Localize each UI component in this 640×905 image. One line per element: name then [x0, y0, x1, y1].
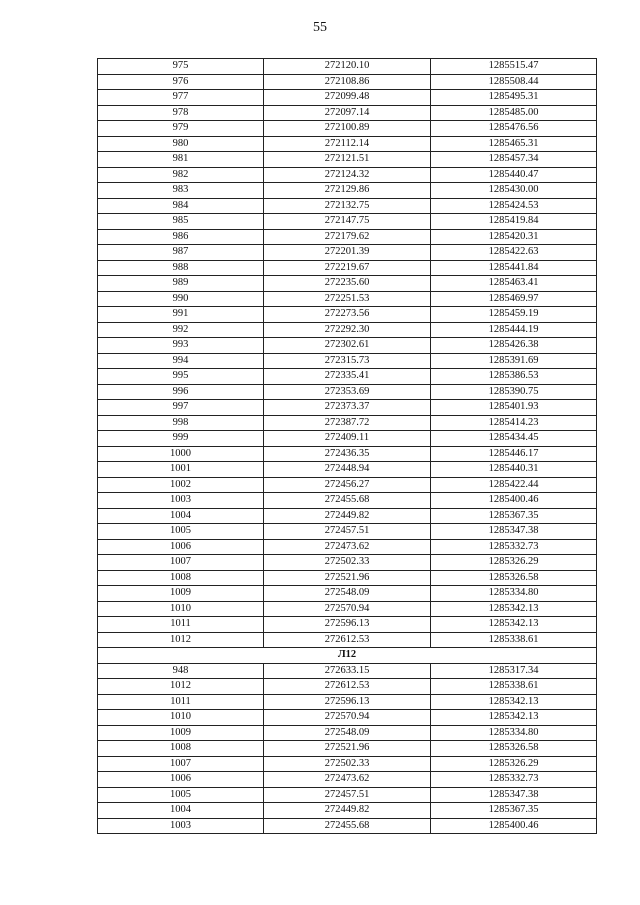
- y-coordinate-cell: 1285347.38: [431, 524, 597, 540]
- point-number-cell: 984: [98, 198, 264, 214]
- x-coordinate-cell: 272387.72: [264, 415, 431, 431]
- table-row: [98, 105, 597, 121]
- point-number-cell: 948: [98, 663, 264, 679]
- point-number-cell: 991: [98, 307, 264, 323]
- y-coordinate-cell: 1285465.31: [431, 136, 597, 152]
- section-header-row-group: [98, 648, 597, 664]
- table-row: [98, 508, 597, 524]
- point-number-cell: 1012: [98, 632, 264, 648]
- y-coordinate-cell: 1285338.61: [431, 679, 597, 695]
- x-coordinate-cell: 272502.33: [264, 555, 431, 571]
- y-coordinate-cell: 1285400.46: [431, 818, 597, 834]
- x-coordinate-cell: 272112.14: [264, 136, 431, 152]
- y-coordinate-cell: 1285426.38: [431, 338, 597, 354]
- table-row: [98, 679, 597, 695]
- table-row: [98, 353, 597, 369]
- point-number-cell: 999: [98, 431, 264, 447]
- point-number-cell: 1006: [98, 539, 264, 555]
- point-number-cell: 979: [98, 121, 264, 137]
- point-number-cell: 983: [98, 183, 264, 199]
- point-number-cell: 992: [98, 322, 264, 338]
- point-number-cell: 1011: [98, 617, 264, 633]
- x-coordinate-cell: 272473.62: [264, 772, 431, 788]
- table-row: [98, 787, 597, 803]
- y-coordinate-cell: 1285367.35: [431, 803, 597, 819]
- table-row: [98, 710, 597, 726]
- x-coordinate-cell: 272353.69: [264, 384, 431, 400]
- point-number-cell: 1003: [98, 493, 264, 509]
- point-number-cell: 989: [98, 276, 264, 292]
- y-coordinate-cell: 1285391.69: [431, 353, 597, 369]
- point-number-cell: 988: [98, 260, 264, 276]
- point-number-cell: 977: [98, 90, 264, 106]
- y-coordinate-cell: 1285390.75: [431, 384, 597, 400]
- x-coordinate-cell: 272108.86: [264, 74, 431, 90]
- x-coordinate-cell: 272456.27: [264, 477, 431, 493]
- table-row: [98, 384, 597, 400]
- table-row: [98, 772, 597, 788]
- section-label: Л12: [98, 648, 597, 664]
- table-row: [98, 183, 597, 199]
- table-row: [98, 431, 597, 447]
- point-number-cell: 997: [98, 400, 264, 416]
- x-coordinate-cell: 272612.53: [264, 679, 431, 695]
- table-row: [98, 818, 597, 834]
- y-coordinate-cell: 1285401.93: [431, 400, 597, 416]
- point-number-cell: 994: [98, 353, 264, 369]
- x-coordinate-cell: 272473.62: [264, 539, 431, 555]
- table-row: [98, 601, 597, 617]
- y-coordinate-cell: 1285444.19: [431, 322, 597, 338]
- x-coordinate-cell: 272147.75: [264, 214, 431, 230]
- x-coordinate-cell: 272596.13: [264, 617, 431, 633]
- point-number-cell: 1010: [98, 710, 264, 726]
- x-coordinate-cell: 272548.09: [264, 586, 431, 602]
- y-coordinate-cell: 1285441.84: [431, 260, 597, 276]
- point-number-cell: 1008: [98, 741, 264, 757]
- table-row: [98, 307, 597, 323]
- table-row: [98, 369, 597, 385]
- y-coordinate-cell: 1285515.47: [431, 59, 597, 75]
- table-row: [98, 152, 597, 168]
- x-coordinate-cell: 272201.39: [264, 245, 431, 261]
- table-row: [98, 198, 597, 214]
- table-row: [98, 90, 597, 106]
- y-coordinate-cell: 1285434.45: [431, 431, 597, 447]
- x-coordinate-cell: 272502.33: [264, 756, 431, 772]
- table-row: [98, 803, 597, 819]
- point-number-cell: 998: [98, 415, 264, 431]
- y-coordinate-cell: 1285386.53: [431, 369, 597, 385]
- point-number-cell: 975: [98, 59, 264, 75]
- x-coordinate-cell: 272570.94: [264, 710, 431, 726]
- x-coordinate-cell: 272455.68: [264, 493, 431, 509]
- point-number-cell: 1009: [98, 725, 264, 741]
- page-number: 55: [313, 20, 327, 35]
- point-number-cell: 1004: [98, 508, 264, 524]
- y-coordinate-cell: 1285495.31: [431, 90, 597, 106]
- table-row: [98, 617, 597, 633]
- x-coordinate-cell: 272100.89: [264, 121, 431, 137]
- x-coordinate-cell: 272612.53: [264, 632, 431, 648]
- point-number-cell: 980: [98, 136, 264, 152]
- point-number-cell: 1005: [98, 524, 264, 540]
- coordinates-table-part2: [98, 663, 597, 834]
- x-coordinate-cell: 272409.11: [264, 431, 431, 447]
- y-coordinate-cell: 1285347.38: [431, 787, 597, 803]
- table-row: [98, 276, 597, 292]
- point-number-cell: 1007: [98, 555, 264, 571]
- table-row: [98, 741, 597, 757]
- point-number-cell: 982: [98, 167, 264, 183]
- y-coordinate-cell: 1285430.00: [431, 183, 597, 199]
- point-number-cell: 993: [98, 338, 264, 354]
- point-number-cell: 1007: [98, 756, 264, 772]
- table-row: [98, 539, 597, 555]
- x-coordinate-cell: 272373.37: [264, 400, 431, 416]
- point-number-cell: 1010: [98, 601, 264, 617]
- y-coordinate-cell: 1285334.80: [431, 586, 597, 602]
- x-coordinate-cell: 272570.94: [264, 601, 431, 617]
- point-number-cell: 1005: [98, 787, 264, 803]
- point-number-cell: 986: [98, 229, 264, 245]
- table-row: [98, 570, 597, 586]
- table-row: [98, 214, 597, 230]
- point-number-cell: 1012: [98, 679, 264, 695]
- point-number-cell: 1011: [98, 694, 264, 710]
- table-row: [98, 586, 597, 602]
- table-row: [98, 632, 597, 648]
- table-row: [98, 291, 597, 307]
- x-coordinate-cell: 272633.15: [264, 663, 431, 679]
- coordinates-table: [97, 58, 597, 834]
- point-number-cell: 1004: [98, 803, 264, 819]
- y-coordinate-cell: 1285326.58: [431, 570, 597, 586]
- table-row: [98, 555, 597, 571]
- y-coordinate-cell: 1285422.63: [431, 245, 597, 261]
- coordinates-table-part1: [98, 59, 597, 648]
- point-number-cell: 1008: [98, 570, 264, 586]
- y-coordinate-cell: 1285508.44: [431, 74, 597, 90]
- point-number-cell: 981: [98, 152, 264, 168]
- x-coordinate-cell: 272099.48: [264, 90, 431, 106]
- table-row: [98, 322, 597, 338]
- point-number-cell: 976: [98, 74, 264, 90]
- x-coordinate-cell: 272124.32: [264, 167, 431, 183]
- point-number-cell: 1000: [98, 446, 264, 462]
- table-row: [98, 260, 597, 276]
- y-coordinate-cell: 1285342.13: [431, 601, 597, 617]
- table-row: [98, 74, 597, 90]
- x-coordinate-cell: 272097.14: [264, 105, 431, 121]
- y-coordinate-cell: 1285326.58: [431, 741, 597, 757]
- point-number-cell: 978: [98, 105, 264, 121]
- y-coordinate-cell: 1285326.29: [431, 555, 597, 571]
- y-coordinate-cell: 1285469.97: [431, 291, 597, 307]
- y-coordinate-cell: 1285338.61: [431, 632, 597, 648]
- x-coordinate-cell: 272335.41: [264, 369, 431, 385]
- table-row: [98, 59, 597, 75]
- x-coordinate-cell: 272548.09: [264, 725, 431, 741]
- table-row: [98, 121, 597, 137]
- table-row: [98, 245, 597, 261]
- table-row: [98, 493, 597, 509]
- table-row: [98, 229, 597, 245]
- x-coordinate-cell: 272455.68: [264, 818, 431, 834]
- point-number-cell: 985: [98, 214, 264, 230]
- point-number-cell: 995: [98, 369, 264, 385]
- point-number-cell: 990: [98, 291, 264, 307]
- x-coordinate-cell: 272219.67: [264, 260, 431, 276]
- point-number-cell: 1001: [98, 462, 264, 478]
- x-coordinate-cell: 272120.10: [264, 59, 431, 75]
- y-coordinate-cell: 1285326.29: [431, 756, 597, 772]
- y-coordinate-cell: 1285457.34: [431, 152, 597, 168]
- table-row: [98, 663, 597, 679]
- table-row: [98, 477, 597, 493]
- y-coordinate-cell: 1285400.46: [431, 493, 597, 509]
- section-header-row: [98, 648, 597, 664]
- table-row: [98, 524, 597, 540]
- point-number-cell: 1003: [98, 818, 264, 834]
- x-coordinate-cell: 272449.82: [264, 803, 431, 819]
- y-coordinate-cell: 1285334.80: [431, 725, 597, 741]
- y-coordinate-cell: 1285332.73: [431, 772, 597, 788]
- x-coordinate-cell: 272273.56: [264, 307, 431, 323]
- y-coordinate-cell: 1285446.17: [431, 446, 597, 462]
- y-coordinate-cell: 1285367.35: [431, 508, 597, 524]
- x-coordinate-cell: 272251.53: [264, 291, 431, 307]
- point-number-cell: 1006: [98, 772, 264, 788]
- x-coordinate-cell: 272302.61: [264, 338, 431, 354]
- y-coordinate-cell: 1285440.47: [431, 167, 597, 183]
- x-coordinate-cell: 272179.62: [264, 229, 431, 245]
- x-coordinate-cell: 272521.96: [264, 570, 431, 586]
- table-row: [98, 725, 597, 741]
- table-row: [98, 446, 597, 462]
- y-coordinate-cell: 1285476.56: [431, 121, 597, 137]
- y-coordinate-cell: 1285342.13: [431, 694, 597, 710]
- y-coordinate-cell: 1285419.84: [431, 214, 597, 230]
- y-coordinate-cell: 1285440.31: [431, 462, 597, 478]
- y-coordinate-cell: 1285414.23: [431, 415, 597, 431]
- y-coordinate-cell: 1285317.34: [431, 663, 597, 679]
- y-coordinate-cell: 1285422.44: [431, 477, 597, 493]
- table-row: [98, 694, 597, 710]
- table-row: [98, 338, 597, 354]
- table-row: [98, 415, 597, 431]
- table-row: [98, 462, 597, 478]
- x-coordinate-cell: 272449.82: [264, 508, 431, 524]
- point-number-cell: 996: [98, 384, 264, 400]
- y-coordinate-cell: 1285424.53: [431, 198, 597, 214]
- x-coordinate-cell: 272521.96: [264, 741, 431, 757]
- table-row: [98, 136, 597, 152]
- y-coordinate-cell: 1285459.19: [431, 307, 597, 323]
- y-coordinate-cell: 1285342.13: [431, 617, 597, 633]
- point-number-cell: 987: [98, 245, 264, 261]
- x-coordinate-cell: 272436.35: [264, 446, 431, 462]
- y-coordinate-cell: 1285485.00: [431, 105, 597, 121]
- x-coordinate-cell: 272132.75: [264, 198, 431, 214]
- x-coordinate-cell: 272457.51: [264, 524, 431, 540]
- x-coordinate-cell: 272292.30: [264, 322, 431, 338]
- x-coordinate-cell: 272129.86: [264, 183, 431, 199]
- x-coordinate-cell: 272596.13: [264, 694, 431, 710]
- y-coordinate-cell: 1285463.41: [431, 276, 597, 292]
- x-coordinate-cell: 272315.73: [264, 353, 431, 369]
- table-row: [98, 756, 597, 772]
- x-coordinate-cell: 272121.51: [264, 152, 431, 168]
- x-coordinate-cell: 272457.51: [264, 787, 431, 803]
- point-number-cell: 1002: [98, 477, 264, 493]
- table-row: [98, 167, 597, 183]
- point-number-cell: 1009: [98, 586, 264, 602]
- y-coordinate-cell: 1285420.31: [431, 229, 597, 245]
- y-coordinate-cell: 1285332.73: [431, 539, 597, 555]
- y-coordinate-cell: 1285342.13: [431, 710, 597, 726]
- x-coordinate-cell: 272235.60: [264, 276, 431, 292]
- table-row: [98, 400, 597, 416]
- x-coordinate-cell: 272448.94: [264, 462, 431, 478]
